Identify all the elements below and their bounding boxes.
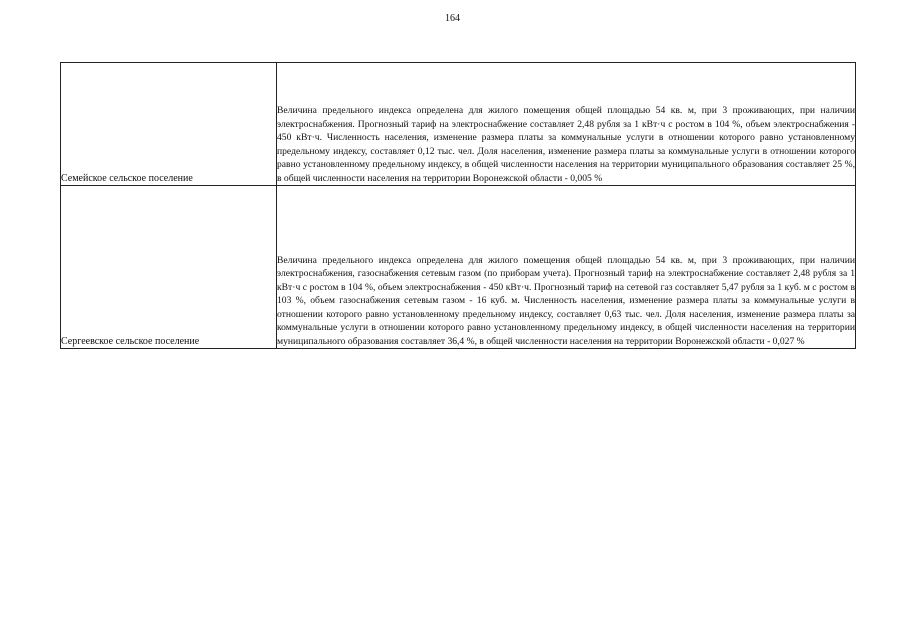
settlement-description-cell: Величина предельного индекса определена для жилого помещения общей площадью 54 кв. м, при 3 проживающих, при наличии электроснабжения, газоснабжения сетевым газом (по приборам учета). Прогнозный тариф на электроснабжение составляет 2,48 рубля за 1 кВт·ч с ростом в 104 %, объем электроснабжения - 450 кВт·ч. Прогнозный тариф на сетевой газ составляет 5,47 рубля за 1 куб. м с ростом в 103 %, объем газоснабжения сетевым газом - 16 куб. м. Численность населения, изменение размера платы за коммунальные услуги в отношении которого равно установленному предельному индексу, составляет 0,63 тыс. чел. Доля населения, изменение размера платы за коммунальные услуги в отношении которого равно установленному предельному индексу, в общей численности населения на территории муниципального образования составляет 36,4 %, в общей численности населения на территории Воронежской области - 0,027 % [277,186,856,349]
table-row [61,186,856,349]
settlement-name-cell: Семейское сельское поселение [61,63,277,186]
page-number: 164 [445,13,460,24]
settlement-description-cell: Величина предельного индекса определена для жилого помещения общей площадью 54 кв. м, при 3 проживающих, при наличии электроснабжения. Прогнозный тариф на электроснабжение составляет 2,48 рубля за 1 кВт·ч с ростом в 104 %, объем электроснабжения - 450 кВт·ч. Численность населения, изменение размера платы за коммунальные услуги в отношении которого равно установленному предельному индексу, составляет 0,12 тыс. чел. Доля населения, изменение размера платы за коммунальные услуги в отношении которого равно установленному предельному индексу, в общей численности населения на территории муниципального образования составляет 25 %, в общей численности населения на территории Воронежской области - 0,005 % [277,63,856,186]
settlements-table [60,62,856,349]
table-row [61,63,856,186]
settlement-name-cell: Сергеевское сельское поселение [61,186,277,349]
